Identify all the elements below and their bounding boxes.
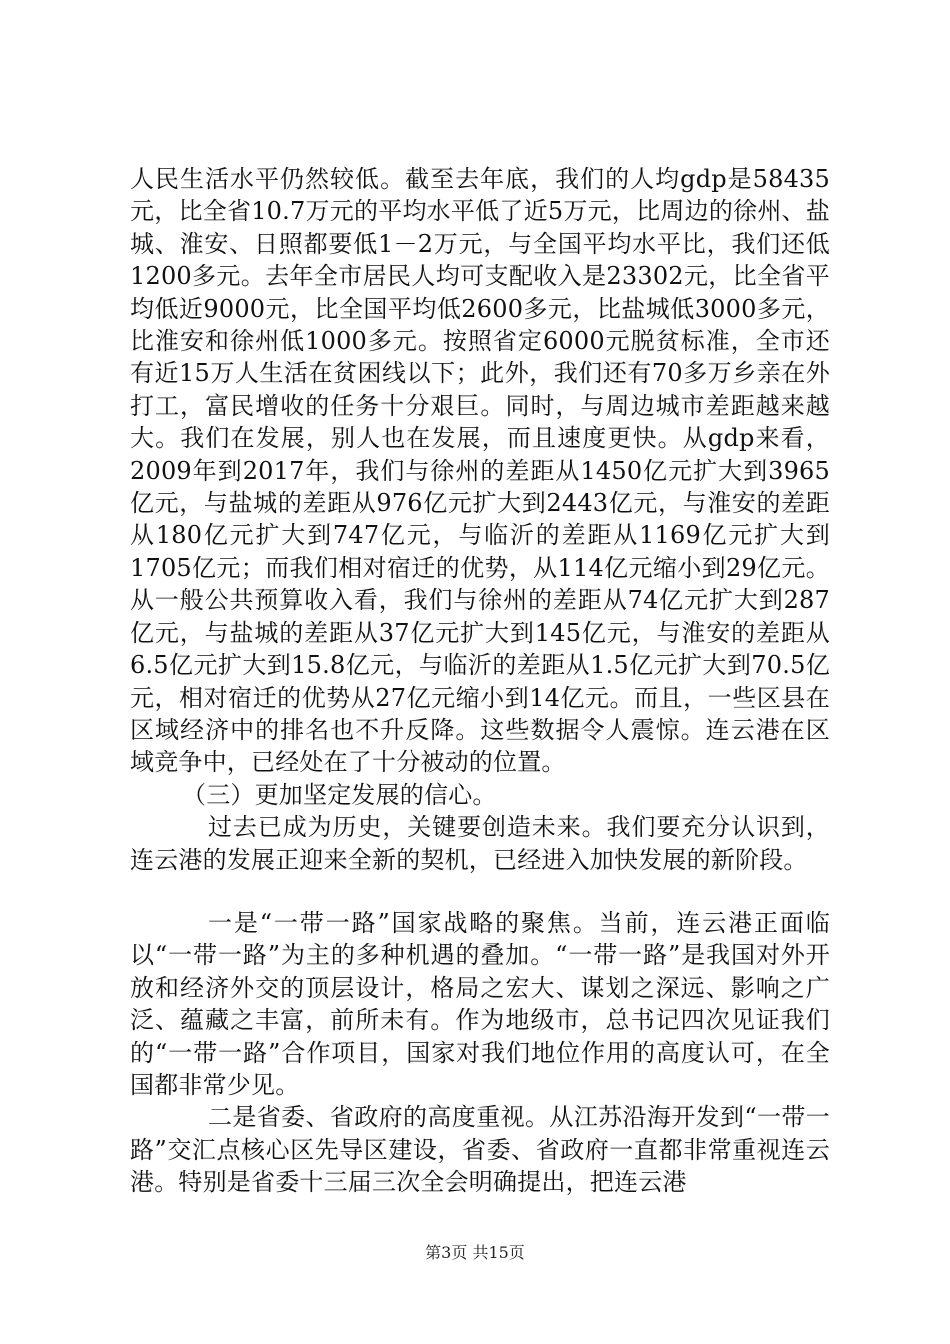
paragraph-income-gap: 人民生活水平仍然较低。截至去年底，我们的人均gdp是58435元，比全省10.7万元的平均水平低了近5万元，比周边的徐州、盐城、淮安、日照都要低1－2万元，与全国平均水平比，我们还低1200多元。去年全市居民人均可支配收入是23302元，比全省平均低近9000元，比全国平均低2600多元，比盐城低3000多元，比淮安和徐州低1000多元。按照省定6000元脱贫标准，全市还有近15万人生活在贫困线以下；此外，我们还有70多万乡亲在外打工，富民增收的任务十分艰巨。同时，与周边城市差距越来越大。我们在发展，别人也在发展，而且速度更快。从gdp来看，2009年到2017年，我们与徐州的差距从1450亿元扩大到3965亿元，与盐城的差距从976亿元扩大到2443亿元，与淮安的差距从180亿元扩大到747亿元，与临沂的差距从1169亿元扩大到1705亿元；而我们相对宿迁的优势，从114亿元缩小到29亿元。从一般公共预算收入看，我们与徐州的差距从74亿元扩大到287亿元，与盐城的差距从37亿元扩大到145亿元，与淮安的差距从6.5亿元扩大到15.8亿元，与临沂的差距从1.5亿元扩大到70.5亿元，相对宿迁的优势从27亿元缩小到14亿元。而且，一些区县在区域经济中的排名也不升反降。这些数据令人震惊。连云港在区域竞争中，已经处在了十分被动的位置。 — [130, 165, 830, 777]
section-heading-confidence: （三）更加坚定发展的信心。 — [182, 780, 497, 809]
paragraph-belt-and-road: 一是“一带一路”国家战略的聚焦。当前，连云港正面临以“一带一路”为主的多种机遇的叠加。“一带一路”是我国对外开放和经济外交的顶层设计，格局之宏大、谋划之深远、影响之广泛、蕴藏之丰富，前所未有。作为地级市，总书记四次见证我们的“一带一路”合作项目，国家对我们地位作用的高度认可，在全国都非常少见。 — [130, 908, 830, 1099]
document-body — [130, 163, 830, 1199]
paragraph-provincial-support: 二是省委、省政府的高度重视。从江苏沿海开发到“一带一路”交汇点核心区先导区建设，省委、省政府一直都非常重视连云港。特别是省委十三届三次全会明确提出，把连云港 — [130, 1103, 830, 1197]
paragraph-future-opportunity: 过去已成为历史，关键要创造未来。我们要充分认识到，连云港的发展正迎来全新的契机，已经进入加快发展的新阶段。 — [130, 813, 830, 874]
page-number-footer: 第3页 共15页 — [425, 1243, 525, 1262]
